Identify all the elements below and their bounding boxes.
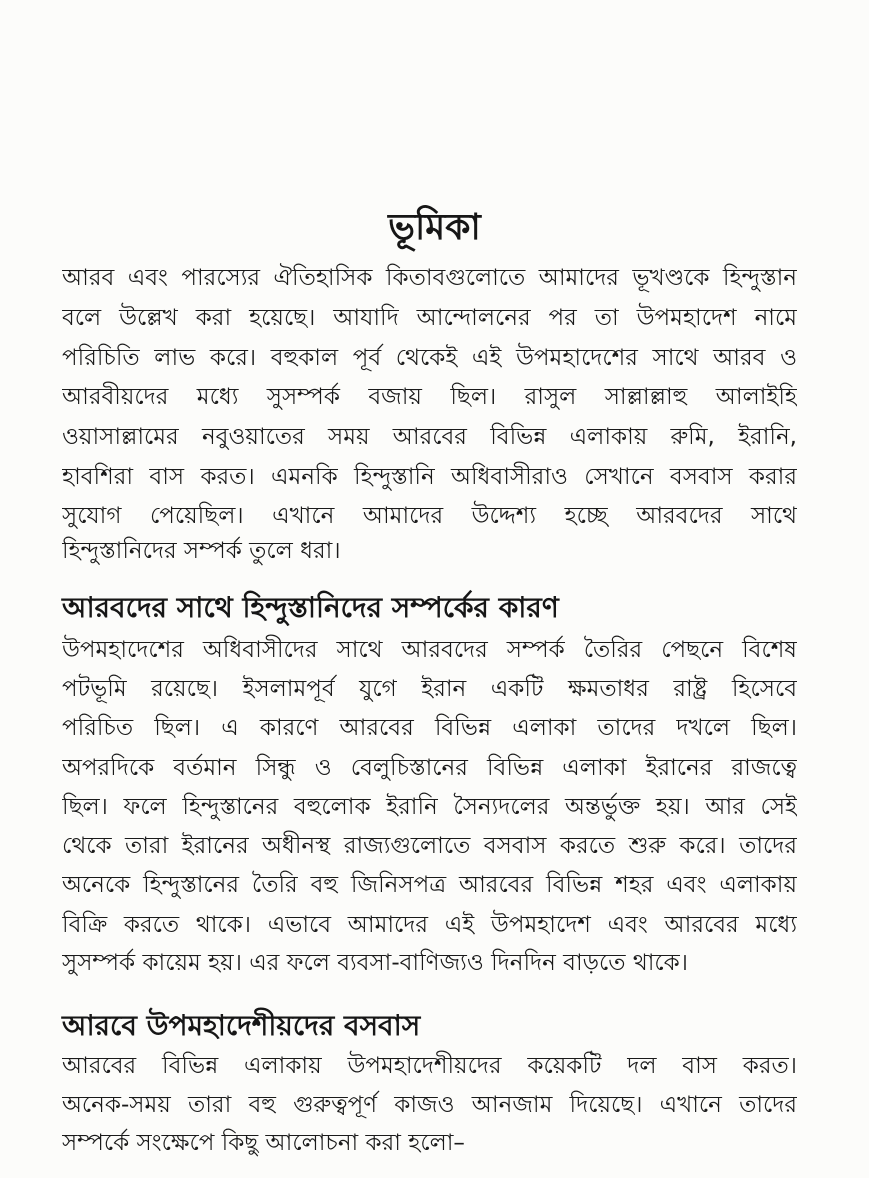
intro-line: সুযোগ পেয়েছিল। এখানে আমাদের উদ্দেশ্য হচ্ছে আরবদের সাথে xyxy=(62,503,797,529)
intro-line: আরব এবং পারস্যের ঐতিহাসিক কিতাবগুলোতে আমাদের ভূখণ্ডকে হিন্দুস্তান xyxy=(62,265,797,291)
paragraph-line: আরবের বিভিন্ন এলাকায় উপমহাদেশীয়দের কয়েকটি দল বাস করত। xyxy=(62,1053,797,1079)
paragraph-line: থেকে তারা ইরানের অধীনস্থ রাজ্যগুলোতে বসবাস করতে শুরু করে। তাদের xyxy=(62,833,797,859)
section-heading: আরবে উপমহাদেশীয়দের বসবাস xyxy=(62,1009,421,1042)
intro-line: পরিচিতি লাভ করে। বহুকাল পূর্ব থেকেই এই উপমহাদেশের সাথে আরব ও xyxy=(62,345,797,371)
paragraph-line: উপমহাদেশের অধিবাসীদের সাথে আরবদের সম্পর্ক তৈরির পেছনে বিশেষ xyxy=(62,637,797,663)
paragraph-line: অনেক-সময় তারা বহু গুরুত্বপূর্ণ কাজও আনজাম দিয়েছে। এখানে তাদের xyxy=(62,1092,797,1118)
intro-line: আরবীয়দের মধ্যে সুসম্পর্ক বজায় ছিল। রাসুল সাল্লাল্লাহু আলাইহি xyxy=(62,384,797,410)
page-title: ভূমিকা xyxy=(388,207,481,248)
intro-line: ওয়াসাল্লামের নবুওয়াতের সময় আরবের বিভিন্ন এলাকায় রুমি, ইরানি, xyxy=(62,424,797,450)
intro-line: হিন্দুস্তানিদের সম্পর্ক তুলে ধরা। xyxy=(62,538,341,564)
paragraph-line: অপরদিকে বর্তমান সিন্ধু ও বেলুচিস্তানের বিভিন্ন এলাকা ইরানের রাজত্বে xyxy=(62,755,797,781)
paragraph-line: পরিচিত ছিল। এ কারণে আরবের বিভিন্ন এলাকা তাদের দখলে ছিল। xyxy=(62,715,797,741)
intro-line: বলে উল্লেখ করা হয়েছে। আযাদি আন্দোলনের পর তা উপমহাদেশ নামে xyxy=(62,305,797,331)
paragraph-line: ছিল। ফলে হিন্দুস্তানের বহুলোক ইরানি সৈন্যদলের অন্তর্ভুক্ত হয়। আর সেই xyxy=(62,794,797,820)
paragraph-line: সম্পর্কে সংক্ষেপে কিছু আলোচনা করা হলো– xyxy=(62,1130,465,1156)
paragraph-line: পটভূমি রয়েছে। ইসলামপূর্ব যুগে ইরান একটি ক্ষমতাধর রাষ্ট্র হিসেবে xyxy=(62,676,797,702)
paragraph-line: সুসম্পর্ক কায়েম হয়। এর ফলে ব্যবসা-বাণিজ্যও দিনদিন বাড়তে থাকে। xyxy=(62,950,688,976)
paragraph-line: অনেকে হিন্দুস্তানের তৈরি বহু জিনিসপত্র আরবের বিভিন্ন শহর এবং এলাকায় xyxy=(62,872,797,898)
intro-line: হাবশিরা বাস করত। এমনকি হিন্দুস্তানি অধিবাসীরাও সেখানে বসবাস করার xyxy=(62,464,797,490)
paragraph-line: বিক্রি করতে থাকে। এভাবে আমাদের এই উপমহাদেশ এবং আরবের মধ্যে xyxy=(62,912,797,938)
section-heading: আরবদের সাথে হিন্দুস্তানিদের সম্পর্কের কারণ xyxy=(62,591,559,624)
